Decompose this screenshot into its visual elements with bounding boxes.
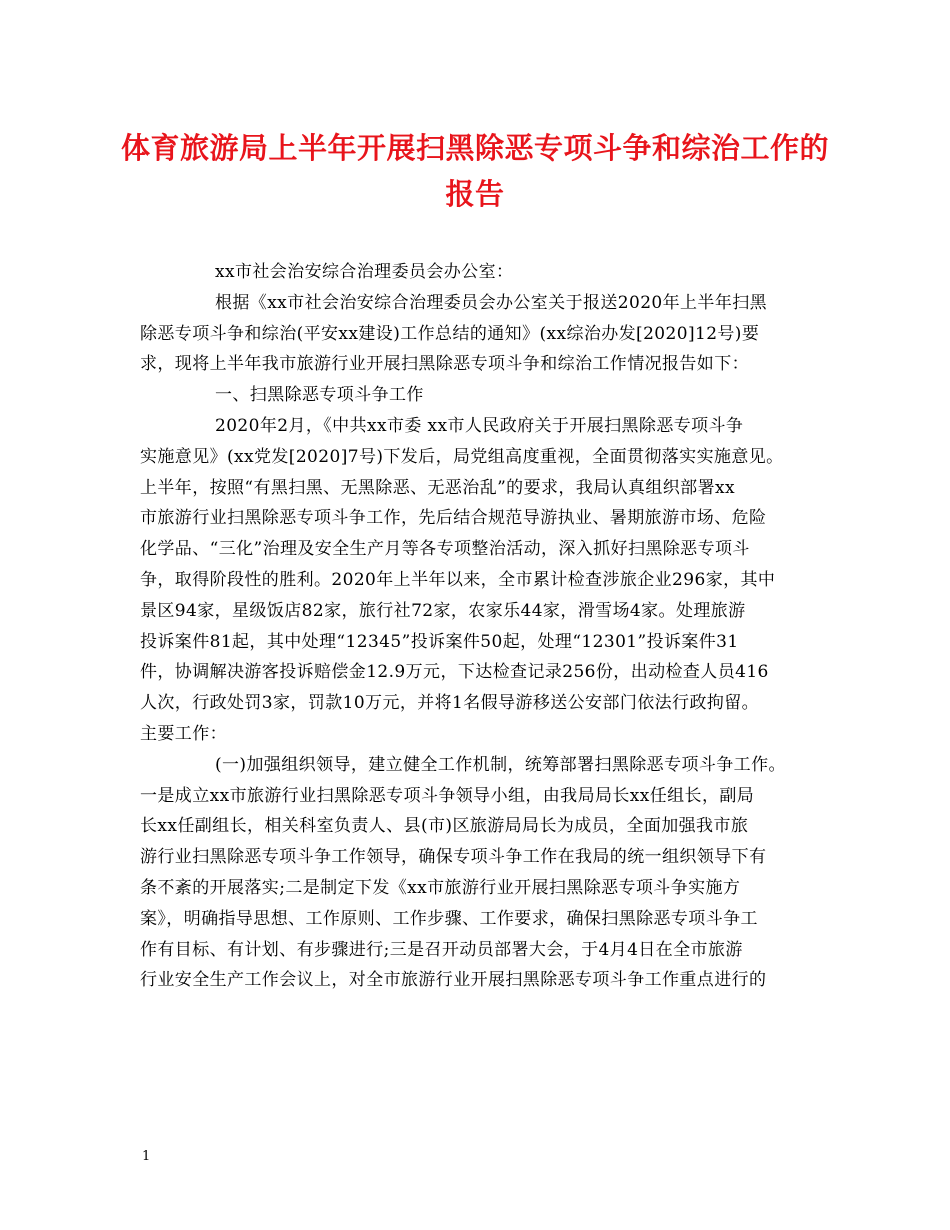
text-line: 游行业扫黑除恶专项斗争工作领导，确保专项斗争工作在我局的统一组织领导下有 [140, 847, 767, 868]
text-line: 景区94家，星级饭店82家，旅行社72家，农家乐44家，滑雪场4家。处理旅游 [140, 600, 746, 621]
paragraph-overview [140, 411, 810, 750]
text-line: 条不紊的开展落实;二是制定下发《xx市旅游行业开展扫黑除恶专项斗争实施方 [140, 877, 741, 898]
document-title-line-2: 报告 [445, 177, 505, 211]
paragraph-intro [140, 288, 810, 380]
text-line: 争，取得阶段性的胜利。2020年上半年以来，全市累计检查涉旅企业296家，其中 [140, 569, 776, 590]
text-line: 实施意见》(xx党发[2020]7号)下发后，局党组高度重视，全面贯彻落实实施意见。 [140, 446, 784, 467]
page-number: 1 [142, 1149, 151, 1164]
text-line: 一是成立xx市旅游行业扫黑除恶专项斗争领导小组，由我局局长xx任组长，副局 [140, 785, 755, 806]
text-line: 行业安全生产工作会议上，对全市旅游行业开展扫黑除恶专项斗争工作重点进行的 [140, 970, 767, 991]
text-line: 求，现将上半年我市旅游行业开展扫黑除恶专项斗争和综治工作情况报告如下： [140, 354, 749, 375]
salutation [140, 257, 810, 288]
text-line: 化学品、“三化”治理及安全生产月等各专项整治活动，深入抓好扫黑除恶专项斗 [140, 539, 750, 560]
text-line: 主要工作： [140, 723, 227, 744]
document-body [140, 257, 810, 996]
text-line: 除恶专项斗争和综治(平安xx建设)工作总结的通知》(xx综治办发[2020]12号)要 [140, 323, 760, 344]
text-line: 上半年，按照“有黑扫黑、无黑除恶、无恶治乱”的要求，我局认真组织部署xx [140, 477, 735, 498]
section-heading [140, 380, 810, 411]
text-line: 案》，明确指导思想、工作原则、工作步骤、工作要求，确保扫黑除恶专项斗争工 [140, 908, 758, 929]
text-line: 根据《xx市社会治安综合治理委员会办公室关于报送2020年上半年扫黑 [215, 292, 768, 313]
document-title-line-1: 体育旅游局上半年开展扫黑除恶专项斗争和综治工作的 [120, 131, 829, 165]
text-line: 人次，行政处罚3家，罚款10万元，并将1名假导游移送公安部门依法行政拘留。 [140, 693, 760, 714]
section-heading-text: 一、扫黑除恶专项斗争工作 [215, 385, 424, 406]
text-line: 件，协调解决游客投诉赔偿金12.9万元，下达检查记录256份，出动检查人员416 [140, 662, 769, 683]
text-line: (一)加强组织领导，建立健全工作机制，统筹部署扫黑除恶专项斗争工作。 [215, 754, 786, 775]
text-line: 2020年2月，《中共xx市委 xx市人民政府关于开展扫黑除恶专项斗争 [215, 415, 744, 436]
text-line: 作有目标、有计划、有步骤进行;三是召开动员部署大会，于4月4日在全市旅游 [140, 939, 743, 960]
paragraph-organization [140, 750, 810, 996]
salutation-text: xx市社会治安综合治理委员会办公室： [215, 262, 514, 282]
text-line: 投诉案件81起，其中处理“12345”投诉案件50起，处理“12301”投诉案件31 [140, 631, 739, 652]
text-line: 长xx任副组长，相关科室负责人、县(市)区旅游局局长为成员，全面加强我市旅 [140, 816, 749, 837]
text-line: 市旅游行业扫黑除恶专项斗争工作，先后结合规范导游执业、暑期旅游市场、危险 [140, 508, 767, 529]
